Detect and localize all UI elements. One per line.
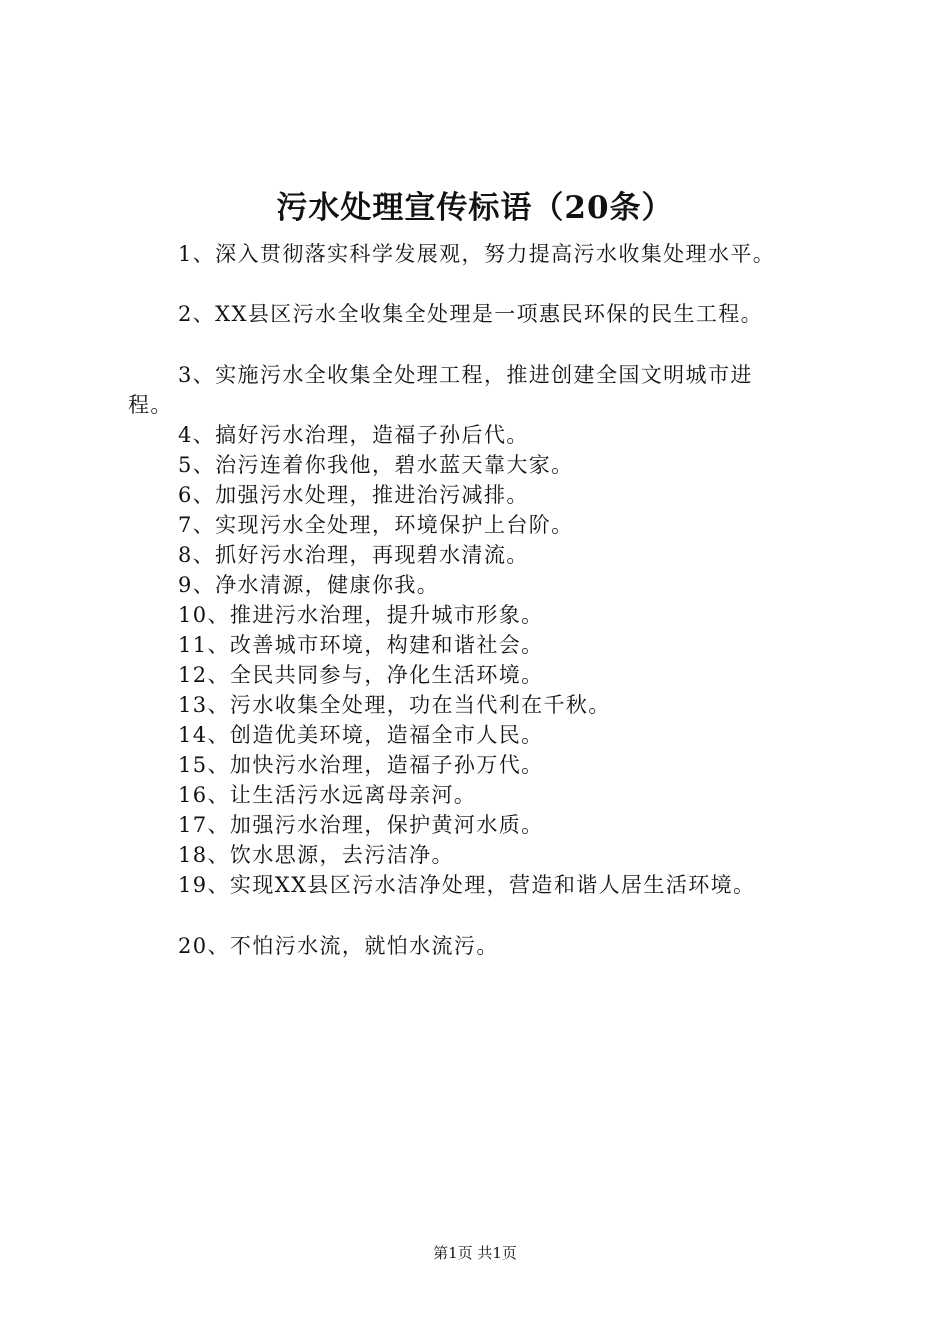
slogan-item-12: 12、全民共同参与，净化生活环境。 [178,663,544,687]
slogan-item-8: 8、抓好污水治理，再现碧水清流。 [178,543,529,567]
page-number-footer: 第1页 共1页 [433,1244,517,1262]
slogan-item-9: 9、净水清源，健康你我。 [178,573,440,597]
slogan-item-15: 15、加快污水治理，造福子孙万代。 [178,753,544,777]
slogan-item-14: 14、创造优美环境，造福全市人民。 [178,723,544,747]
slogan-item-11: 11、改善城市环境，构建和谐社会。 [178,633,544,657]
slogan-item-6: 6、加强污水处理，推进治污减排。 [178,483,529,507]
slogan-item-10: 10、推进污水治理，提升城市形象。 [178,603,544,627]
slogan-item-7: 7、实现污水全处理，环境保护上台阶。 [178,513,574,537]
slogan-item-1: 1、深入贯彻落实科学发展观，努力提高污水收集处理水平。 [178,242,776,266]
slogan-item-5: 5、治污连着你我他，碧水蓝天靠大家。 [178,453,574,477]
slogan-item-17: 17、加强污水治理，保护黄河水质。 [178,813,544,837]
slogan-item-3-continued: 程。 [128,393,173,417]
slogan-item-20: 20、不怕污水流，就怕水流污。 [178,934,499,958]
slogan-item-2: 2、XX县区污水全收集全处理是一项惠民环保的民生工程。 [178,302,764,326]
slogan-item-4: 4、搞好污水治理，造福子孙后代。 [178,423,529,447]
slogan-item-13: 13、污水收集全处理，功在当代利在千秋。 [178,693,611,717]
document-title: 污水处理宣传标语（20条） [276,190,674,226]
slogan-item-19: 19、实现XX县区污水洁净处理，营造和谐人居生活环境。 [178,873,756,897]
slogan-item-18: 18、饮水思源，去污洁净。 [178,843,454,867]
slogan-item-16: 16、让生活污水远离母亲河。 [178,783,477,807]
slogan-item-3: 3、实施污水全收集全处理工程，推进创建全国文明城市进 [178,363,753,387]
